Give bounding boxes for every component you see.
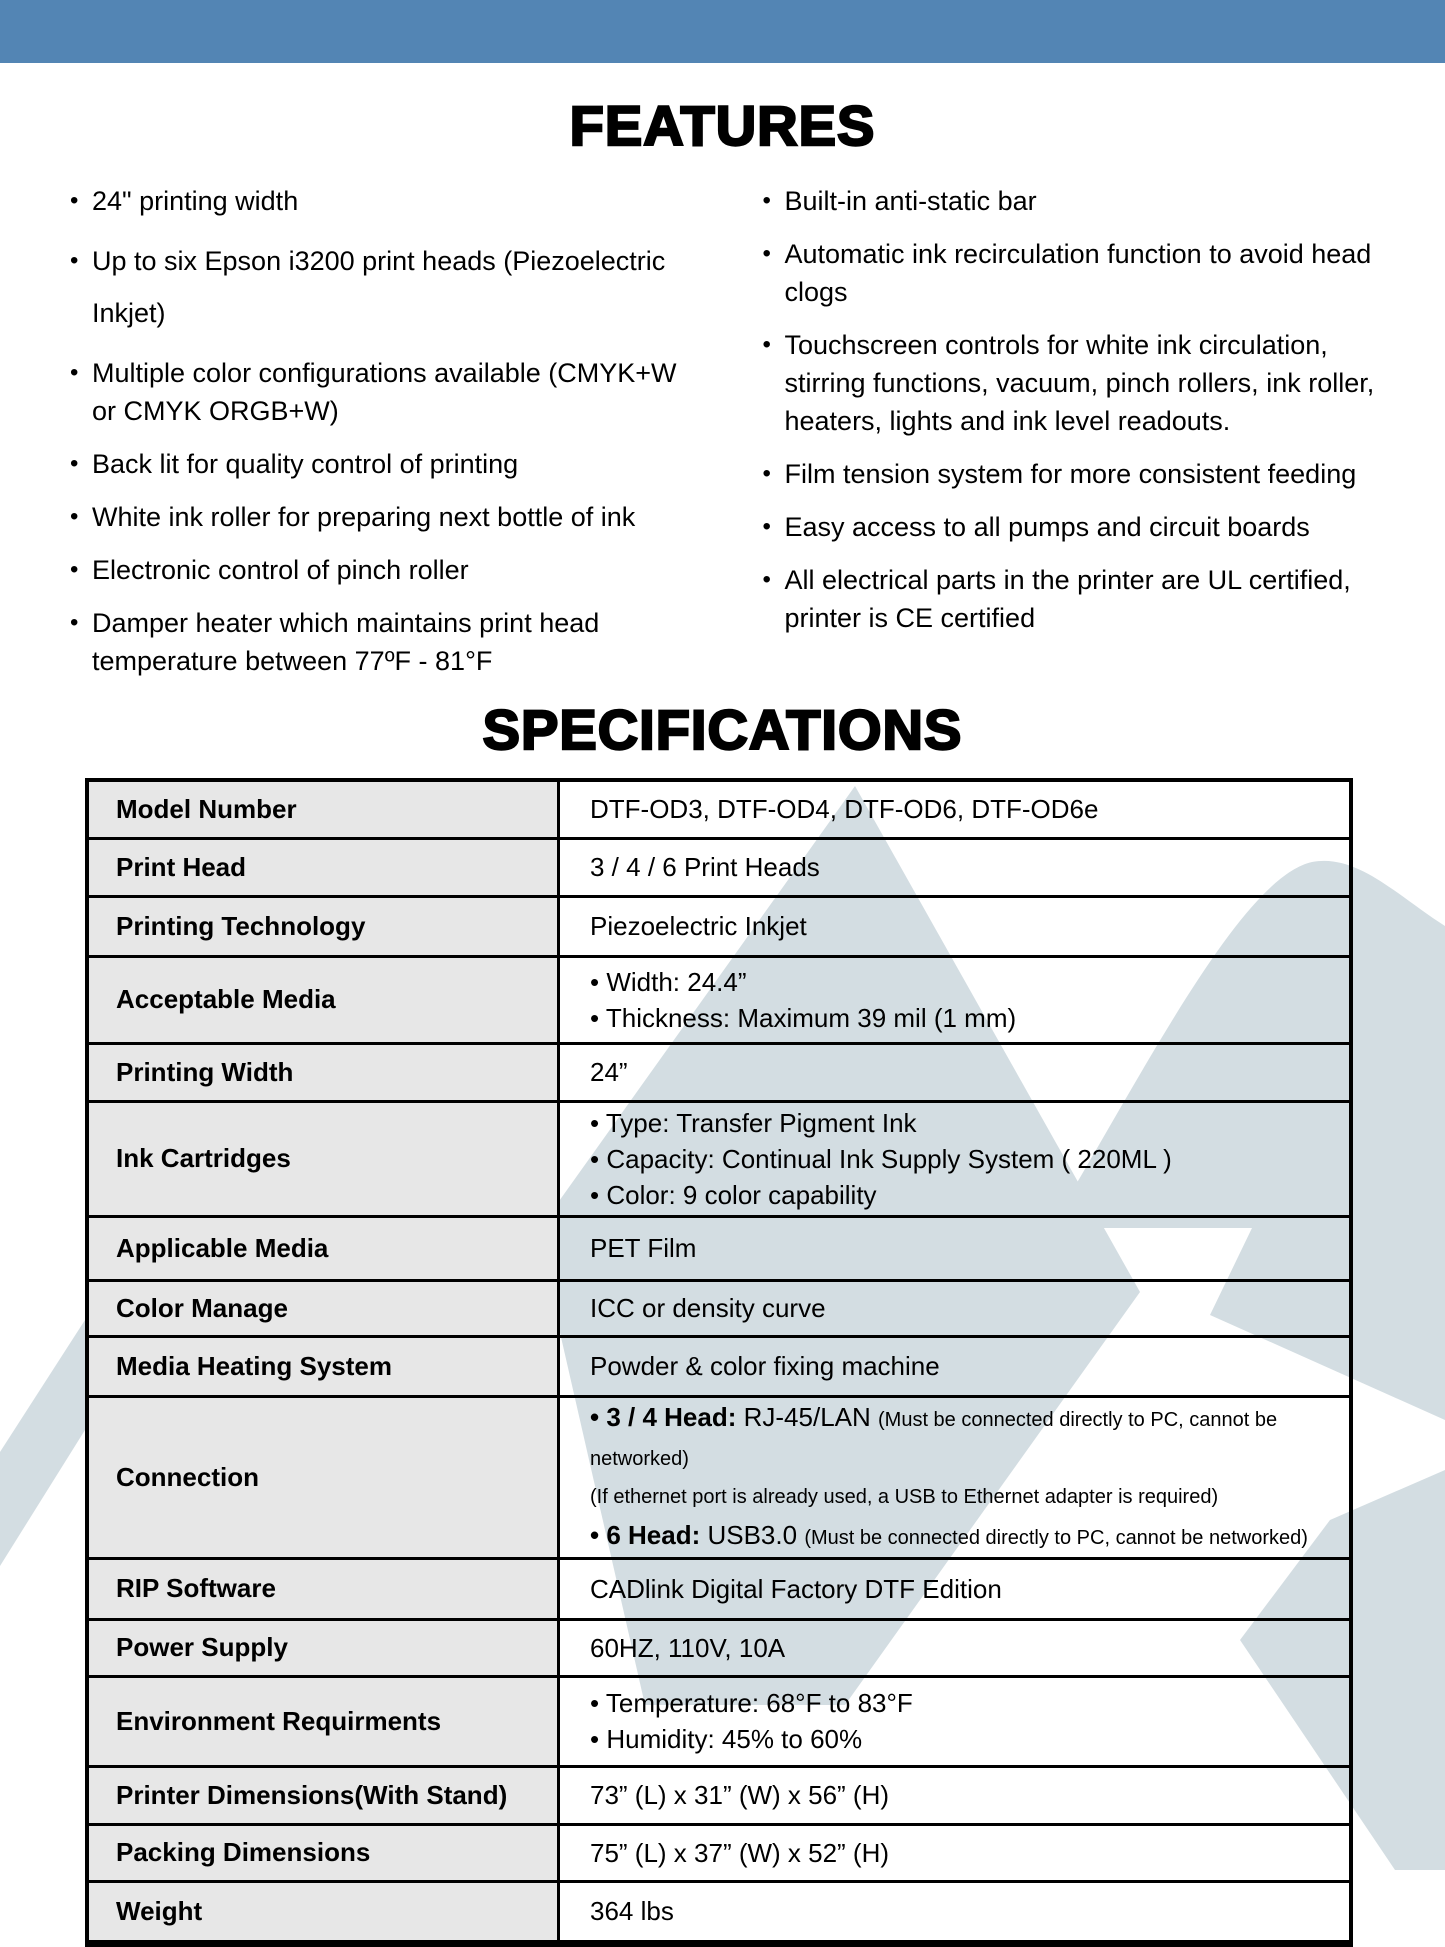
- specifications-title: SPECIFICATIONS: [482, 698, 963, 761]
- spec-label: RIP Software: [87, 1558, 559, 1619]
- table-row: [87, 1766, 1351, 1824]
- top-banner-bar: [0, 0, 1445, 63]
- table-row: [87, 1336, 1351, 1396]
- spec-label: Environment Requirments: [87, 1676, 559, 1766]
- feature-item: • Back lit for quality control of printing: [66, 445, 687, 483]
- spec-label: Acceptable Media: [87, 956, 559, 1043]
- table-row: [87, 1881, 1351, 1943]
- table-row: [87, 838, 1351, 896]
- table-row: [87, 1101, 1351, 1216]
- spec-label: Ink Cartridges: [87, 1101, 559, 1216]
- feature-item: • Up to six Epson i3200 print heads (Piezoelectric Inkjet): [66, 235, 687, 339]
- spec-label: Media Heating System: [87, 1336, 559, 1396]
- features-section: [0, 182, 1445, 695]
- features-column-left: [66, 182, 687, 695]
- spec-value: 73” (L) x 31” (W) x 56” (H): [559, 1766, 1352, 1824]
- feature-item: • Touchscreen controls for white ink circulation, stirring functions, vacuum, pinch rollers, ink roller, heaters, lights and ink level readouts.: [759, 326, 1380, 440]
- spec-value: • Width: 24.4” • Thickness: Maximum 39 mil (1 mm): [559, 956, 1352, 1043]
- spec-value: 75” (L) x 37” (W) x 52” (H): [559, 1824, 1352, 1881]
- feature-list-right: [759, 182, 1380, 637]
- spec-value: • Type: Transfer Pigment Ink • Capacity: Continual Ink Supply System ( 220ML ) • Color: 9 color capability: [559, 1101, 1352, 1216]
- spec-label: Printing Technology: [87, 896, 559, 956]
- feature-item: • Film tension system for more consistent feeding: [759, 455, 1380, 493]
- feature-item: • Built-in anti-static bar: [759, 182, 1380, 220]
- spec-label: Applicable Media: [87, 1216, 559, 1280]
- specifications-table: [85, 778, 1353, 1947]
- table-row: [87, 780, 1351, 838]
- spec-value: ICC or density curve: [559, 1280, 1352, 1336]
- spec-label: Connection: [87, 1396, 559, 1558]
- feature-item: • White ink roller for preparing next bottle of ink: [66, 498, 687, 536]
- spec-value: 24”: [559, 1043, 1352, 1101]
- spec-value: 364 lbs: [559, 1881, 1352, 1943]
- spec-value: Piezoelectric Inkjet: [559, 896, 1352, 956]
- feature-item: • Easy access to all pumps and circuit boards: [759, 508, 1380, 546]
- table-row: [87, 1676, 1351, 1766]
- spec-value: • 3 / 4 Head: RJ-45/LAN (Must be connected directly to PC, cannot be networked) (If ethernet port is already used, a USB to Ethernet adapter is required) • 6 Head: USB3.0 (Must be connected directly to PC, cannot be networked): [559, 1396, 1352, 1558]
- spec-label: Packing Dimensions: [87, 1824, 559, 1881]
- feature-item: • Automatic ink recirculation function to avoid head clogs: [759, 235, 1380, 311]
- features-title: FEATURES: [569, 94, 876, 157]
- spec-label: Printer Dimensions(With Stand): [87, 1766, 559, 1824]
- spec-value: CADlink Digital Factory DTF Edition: [559, 1558, 1352, 1619]
- spec-value: Powder & color fixing machine: [559, 1336, 1352, 1396]
- feature-list-left: [66, 182, 687, 680]
- table-row: [87, 1824, 1351, 1881]
- feature-item: • Damper heater which maintains print head temperature between 77ºF - 81°F: [66, 604, 687, 680]
- spec-label: Power Supply: [87, 1619, 559, 1676]
- feature-item: • Electronic control of pinch roller: [66, 551, 687, 589]
- spec-label: Printing Width: [87, 1043, 559, 1101]
- feature-item: • Multiple color configurations available (CMYK+W or CMYK ORGB+W): [66, 354, 687, 430]
- table-row: [87, 1280, 1351, 1336]
- table-row: [87, 956, 1351, 1043]
- spec-label: Color Manage: [87, 1280, 559, 1336]
- spec-label: Model Number: [87, 780, 559, 838]
- table-row: [87, 1216, 1351, 1280]
- features-column-right: [759, 182, 1380, 695]
- spec-value: PET Film: [559, 1216, 1352, 1280]
- spec-value: 3 / 4 / 6 Print Heads: [559, 838, 1352, 896]
- spec-label: Print Head: [87, 838, 559, 896]
- feature-item: • All electrical parts in the printer are UL certified, printer is CE certified: [759, 561, 1380, 637]
- table-row: [87, 896, 1351, 956]
- table-row: [87, 1396, 1351, 1558]
- spec-label: Weight: [87, 1881, 559, 1943]
- spec-value: • Temperature: 68°F to 83°F • Humidity: 45% to 60%: [559, 1676, 1352, 1766]
- feature-item: • 24" printing width: [66, 182, 687, 220]
- table-row: [87, 1619, 1351, 1676]
- table-row: [87, 1043, 1351, 1101]
- spec-value: 60HZ, 110V, 10A: [559, 1619, 1352, 1676]
- spec-value: DTF-OD3, DTF-OD4, DTF-OD6, DTF-OD6e: [559, 780, 1352, 838]
- table-row: [87, 1558, 1351, 1619]
